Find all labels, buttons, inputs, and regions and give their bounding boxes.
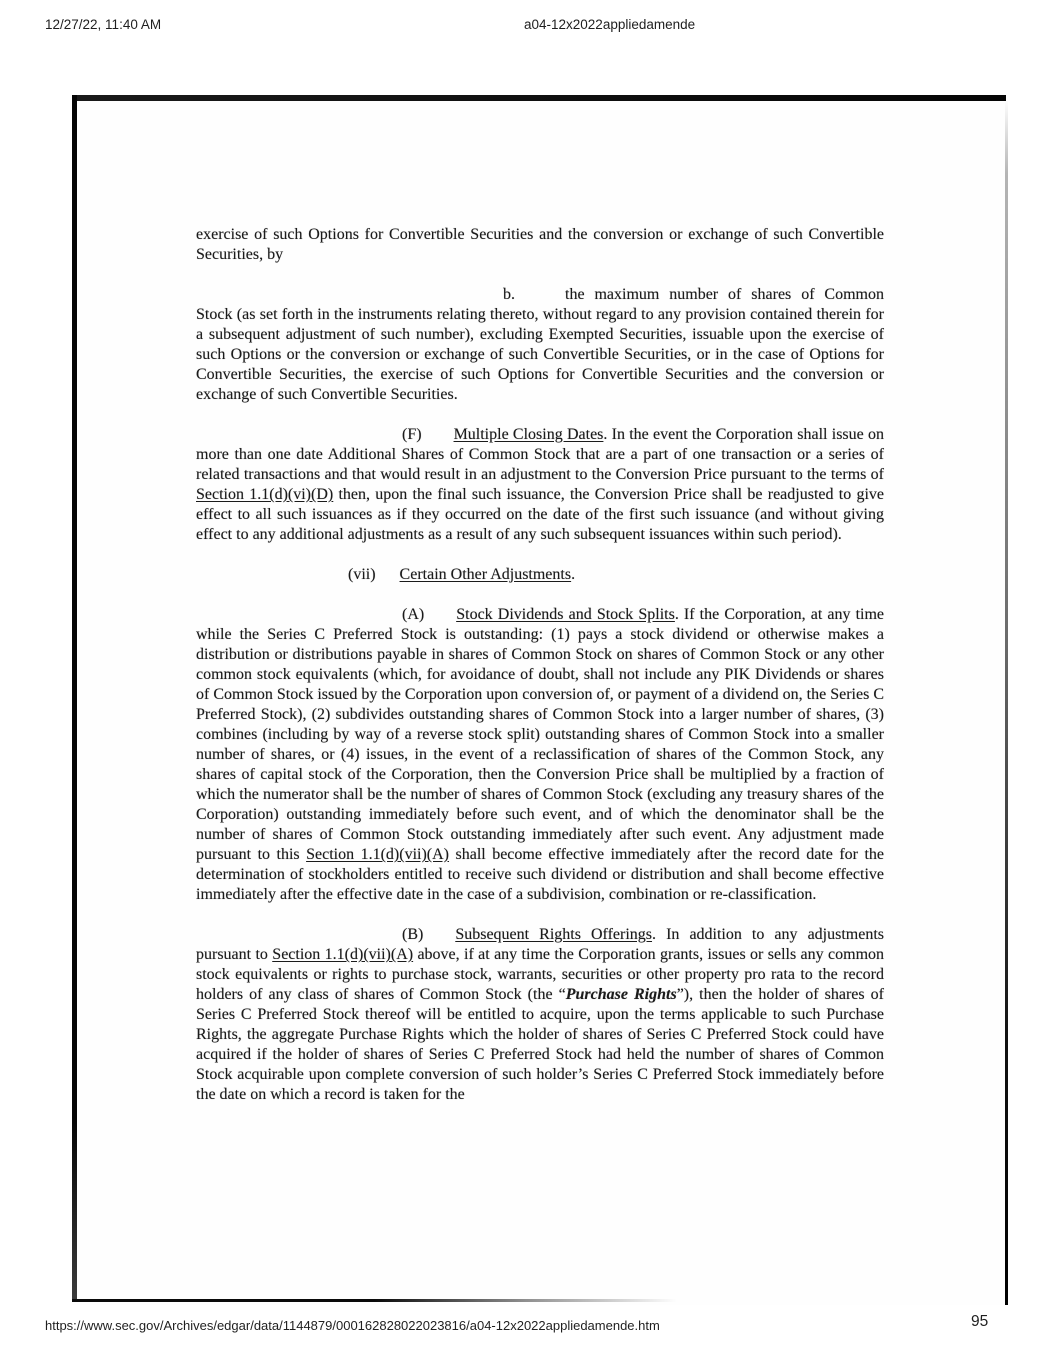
defined-term: Purchase Rights	[565, 986, 677, 1003]
text-run: the maximum number of shares of Common Stock (as set forth in the instruments relating thereto, without regard to any provision contained therein for a subsequent adjustment of such number), excluding Exempted Securities, issuable upon the exercise of such Options or the conversion or exchange of such Convertible Securities, or in the case of Options for Convertible Securities, the exercise of such Options for Convertible Securities and the conversion or exchange of such Convertible Securities.	[196, 286, 884, 403]
underlined-reference: Section 1.1(d)(vii)(A)	[306, 846, 450, 863]
paragraph-3	[196, 425, 884, 545]
section-label: (A)	[402, 606, 425, 623]
text-run: . If the Corporation, at any time while the Series C Preferred Stock is outstanding: (1) pays a stock dividend or otherwise makes a distribution or distributions payable in shares of Common Stock on shares of Common Stock or any other common stock equivalents (which, for avoidance of doubt, shall not include any PIK Dividends or shares of Common Stock issued by the Corporation upon conversion of, or payment of a dividend on, the Series C Preferred Stock), (2) subdivides outstanding shares of Common Stock into a larger number of shares, (3) combines (including by way of a reverse stock split) outstanding shares of Common Stock into a smaller number of shares, or (4) issues, in the event of a reclassification of shares of the Common Stock, any shares of capital stock of the Corporation, then the Conversion Price shall be multiplied by a fraction of which the numerator shall be the number of shares of Common Stock (excluding any treasury shares of the Corporation) outstanding immediately before such event, and of which the denominator shall be the number of shares of Common Stock outstanding immediately after such event. Any adjustment made pursuant to this	[196, 606, 884, 863]
scan-border-top	[72, 95, 1006, 101]
section-label: (vii)	[348, 566, 376, 583]
scan-border-bottom	[72, 1299, 702, 1302]
underlined-reference: Multiple Closing Dates	[453, 426, 604, 443]
text-run: ”), then the holder of shares of Series C Preferred Stock thereof will be entitled to acquire, upon the terms applicable to such Purchase Rights, the aggregate Purchase Rights which the holder of shares of Series C Preferred Stock could have acquired if the holder of shares of Series C Preferred Stock had held the number of shares of Common Stock acquirable upon complete conversion of such holder’s Series C Preferred Stock immediately before the date on which a record is taken for the	[196, 986, 884, 1103]
text-run: above, if at any time the Corporation grants, issues or sells any common stock equivalents or rights to purchase stock, warrants, securities or other property pro rata to the record holders of any class of shares of Common Stock (the “	[196, 946, 885, 1003]
print-footer-url: https://www.sec.gov/Archives/edgar/data/1144879/000162828022023816/a04-12x2022appliedamende.htm	[45, 1318, 660, 1333]
section-label: (F)	[402, 426, 422, 443]
text-run: then, upon the final such issuance, the Conversion Price shall be readjusted to give effect to all such issuances as if they occurred on the date of the first such issuance (and without giving effect to any additional adjustments as a result of any such subsequent issuances within such period).	[196, 486, 884, 543]
paragraph-2	[196, 285, 884, 405]
section-label: (B)	[402, 926, 424, 943]
text-run: . In addition to any adjustments pursuant to	[196, 926, 884, 963]
print-datetime: 12/27/22, 11:40 AM	[45, 17, 162, 32]
scanned-document-page	[72, 95, 1008, 1305]
underlined-reference: Stock Dividends and Stock Splits	[456, 606, 675, 623]
scan-border-right	[1005, 101, 1008, 1305]
text-run: exercise of such Options for Convertible Securities and the conversion or exchange of such Convertible Securities, by	[196, 226, 884, 263]
page-number: 95	[971, 1313, 989, 1330]
print-doc-title: a04-12x2022appliedamende	[524, 17, 696, 32]
underlined-reference: Subsequent Rights Offerings	[455, 926, 653, 943]
paragraph-1	[196, 225, 884, 265]
scan-border-left	[72, 95, 77, 1299]
paragraph-6	[196, 925, 884, 1105]
text-run: shall become effective immediately after the record date for the determination of stockholders entitled to receive such dividend or distribution and shall become effective immediately after the effective date in the case of a subdivision, combination or re-classification.	[196, 846, 885, 903]
underlined-reference: Section 1.1(d)(vii)(A)	[272, 946, 414, 963]
text-run: .	[571, 566, 576, 583]
section-label: b.	[503, 286, 515, 303]
paragraph-5	[196, 605, 884, 905]
text-run: . In the event the Corporation shall issue on more than one date Additional Shares of Common Stock that are a part of one transaction or a series of related transactions and that would result in an adjustment to the Conversion Price pursuant to the terms of	[196, 426, 884, 483]
underlined-reference: Section 1.1(d)(vi)(D)	[196, 486, 334, 503]
paragraph-4	[196, 565, 884, 585]
page-content	[196, 225, 884, 1105]
underlined-reference: Certain Other Adjustments	[399, 566, 572, 583]
